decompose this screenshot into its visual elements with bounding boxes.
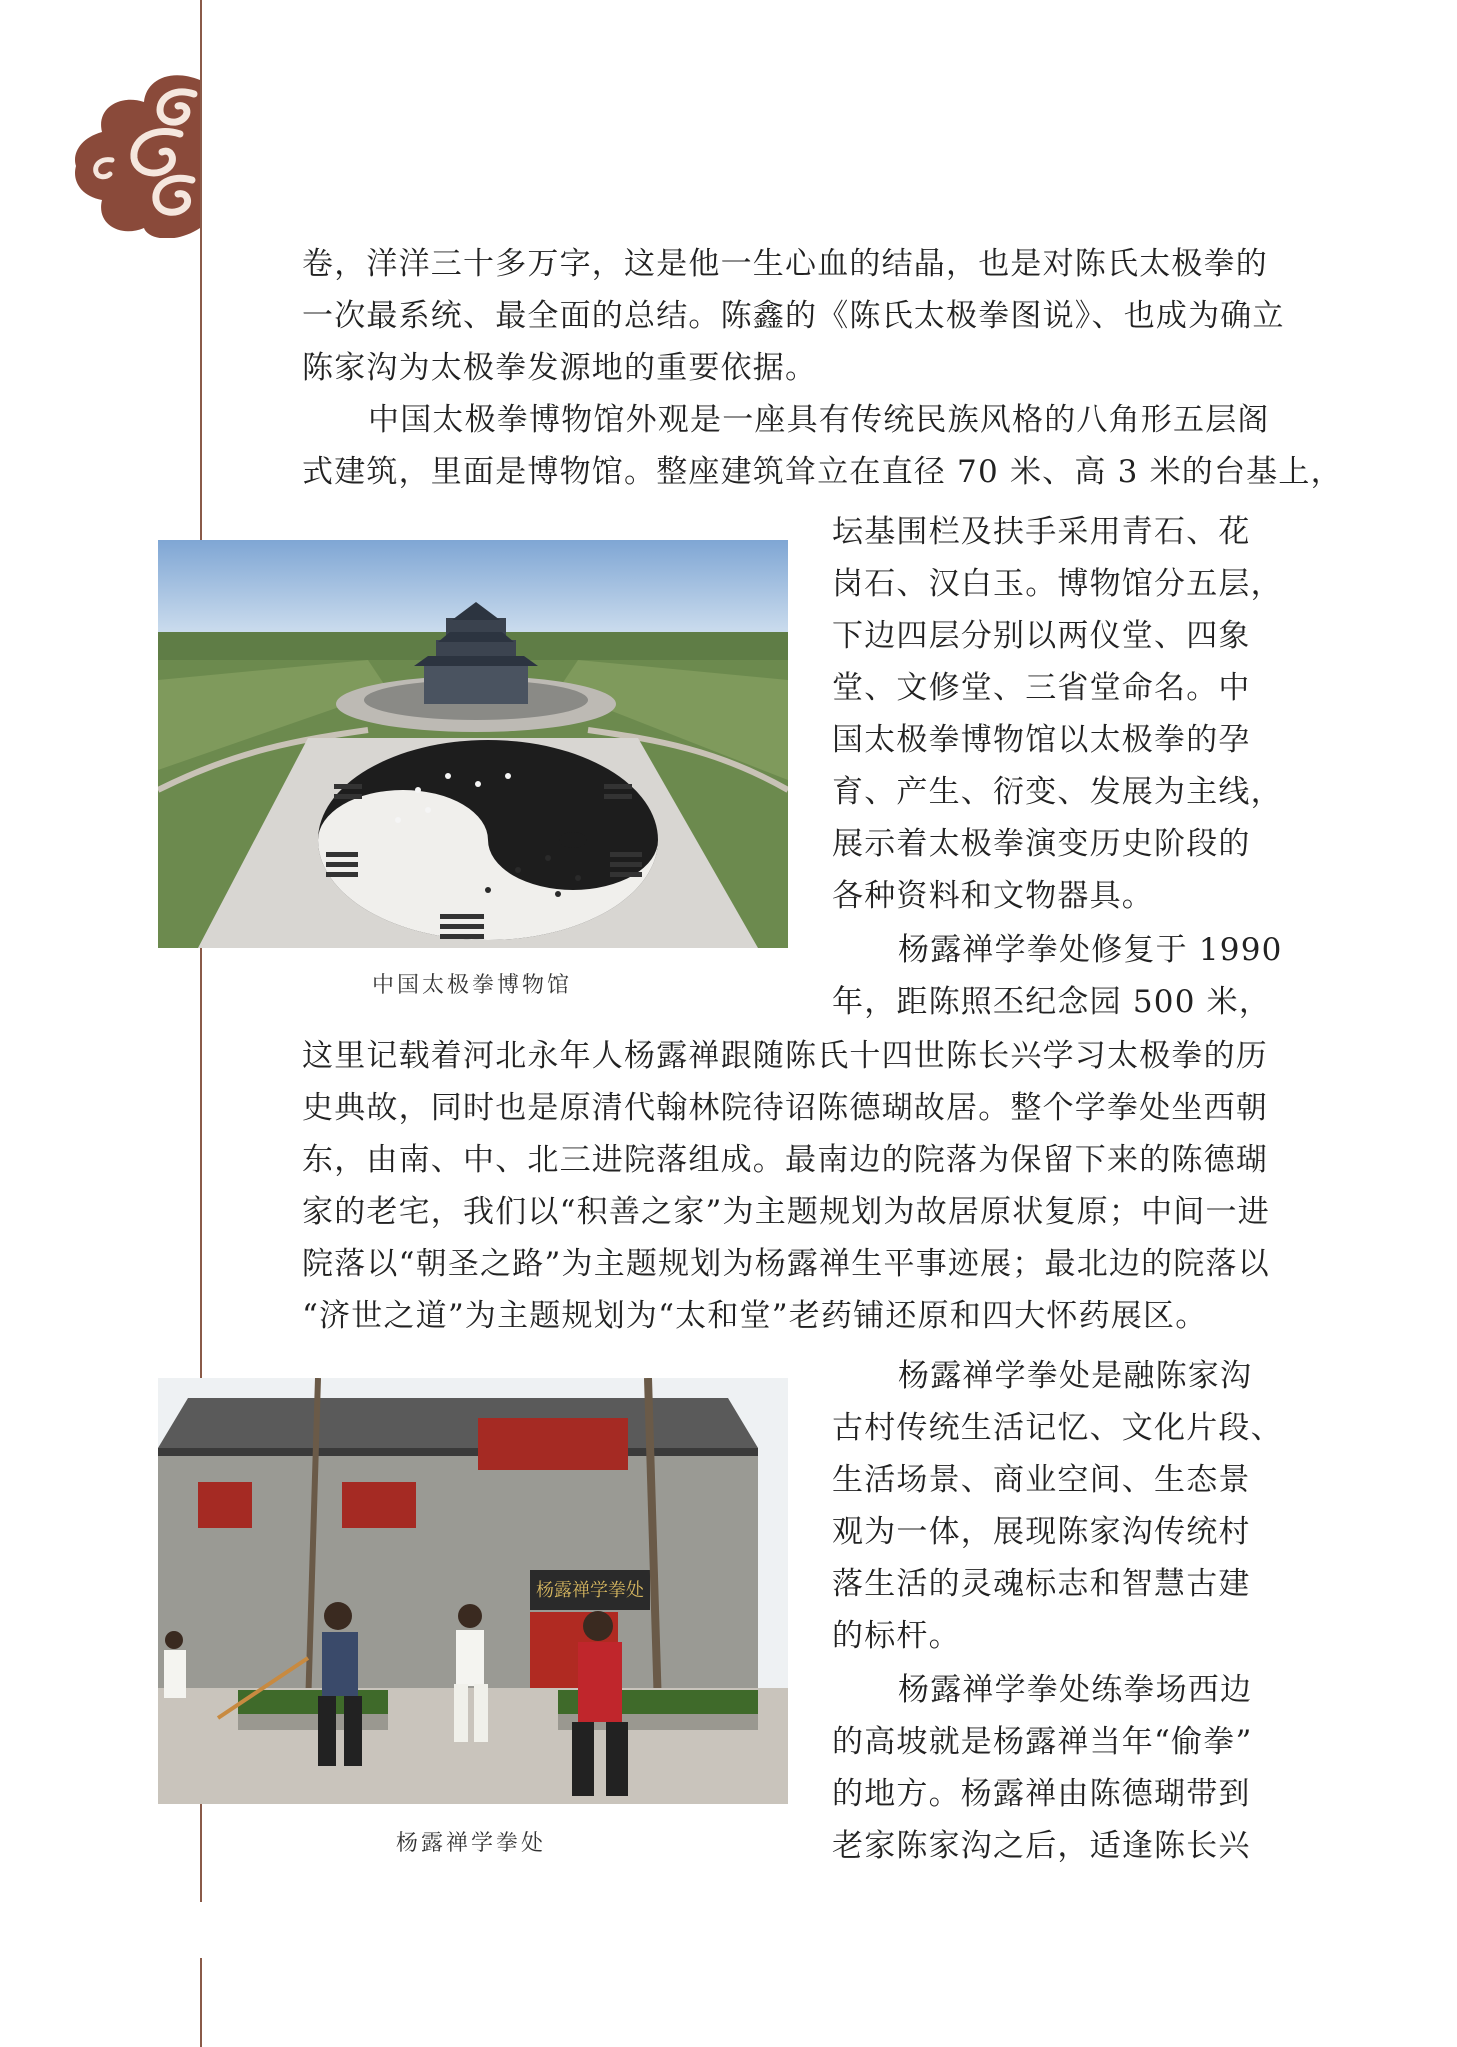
text-line: 卷，洋洋三十多万字，这是他一生心血的结晶，也是对陈氏太极拳的 <box>302 246 1268 282</box>
paragraph-3-wrap <box>832 924 1283 1028</box>
text-line: 生活场景、商业空间、生态景 <box>832 1462 1251 1498</box>
margin-rule-bottom <box>200 1958 202 2047</box>
text-line: 史典故，同时也是原清代翰林院待诏陈德瑚故居。整个学拳处坐西朝 <box>302 1090 1268 1126</box>
signboard-text: 杨露禅学拳处 <box>536 1580 644 1601</box>
text-line: 院落以“朝圣之路”为主题规划为杨露禅生平事迹展；最北边的院落以 <box>302 1246 1270 1282</box>
paragraph-3 <box>302 1030 1270 1342</box>
text-line: 坛基围栏及扶手采用青石、花 <box>832 514 1251 550</box>
text-line: 年，距陈照丕纪念园 500 米， <box>832 984 1272 1020</box>
text-line: 陈家沟为太极拳发源地的重要依据。 <box>302 350 818 386</box>
text-line: 的高坡就是杨露禅当年“偷拳” <box>832 1724 1253 1760</box>
figure-caption: 杨露禅学拳处 <box>396 1831 547 1856</box>
paragraph-2 <box>302 394 1343 498</box>
text-line: 杨露禅学拳处是融陈家沟 <box>898 1358 1253 1394</box>
text-line: 国太极拳博物馆以太极拳的孕 <box>832 722 1251 758</box>
text-line: 一次最系统、最全面的总结。陈鑫的《陈氏太极拳图说》、也成为确立 <box>302 298 1285 334</box>
text-line: 观为一体，展现陈家沟传统村 <box>832 1514 1251 1550</box>
text-line: 杨露禅学拳处修复于 1990 <box>898 932 1283 968</box>
courtyard-photo <box>158 1378 788 1804</box>
text-line: 中国太极拳博物馆外观是一座具有传统民族风格的八角形五层阁 <box>368 402 1270 438</box>
paragraph-4 <box>832 1350 1283 1662</box>
figure-caption: 中国太极拳博物馆 <box>372 973 573 998</box>
text-line: 老家陈家沟之后，适逢陈长兴 <box>832 1828 1251 1864</box>
text-line: 堂、文修堂、三省堂命名。中 <box>832 670 1251 706</box>
text-line: 育、产生、衍变、发展为主线， <box>832 774 1283 810</box>
text-line: “济世之道”为主题规划为“太和堂”老药铺还原和四大怀药展区。 <box>302 1298 1208 1334</box>
text-line: 这里记载着河北永年人杨露禅跟随陈氏十四世陈长兴学习太极拳的历 <box>302 1038 1268 1074</box>
text-line: 式建筑，里面是博物馆。整座建筑耸立在直径 70 米、高 3 米的台基上， <box>302 454 1343 490</box>
paragraph-2-wrap <box>832 506 1283 922</box>
text-line: 展示着太极拳演变历史阶段的 <box>832 826 1251 862</box>
paragraph-5 <box>832 1664 1264 1872</box>
text-line: 的地方。杨露禅由陈德瑚带到 <box>832 1776 1251 1812</box>
text-line: 各种资料和文物器具。 <box>832 878 1154 914</box>
text-line: 东，由南、中、北三进院落组成。最南边的院落为保留下来的陈德瑚 <box>302 1142 1268 1178</box>
text-line: 的标杆。 <box>832 1618 961 1654</box>
cloud-ornament-icon <box>72 68 208 238</box>
paragraph-1 <box>302 238 1285 394</box>
text-line: 落生活的灵魂标志和智慧古建 <box>832 1566 1251 1602</box>
text-line: 下边四层分别以两仪堂、四象 <box>832 618 1251 654</box>
text-line: 家的老宅，我们以“积善之家”为主题规划为故居原状复原；中间一进 <box>302 1194 1270 1230</box>
text-line: 古村传统生活记忆、文化片段、 <box>832 1410 1283 1446</box>
text-line: 岗石、汉白玉。博物馆分五层， <box>832 566 1283 602</box>
museum-photo <box>158 540 788 948</box>
text-line: 杨露禅学拳处练拳场西边 <box>898 1672 1253 1708</box>
